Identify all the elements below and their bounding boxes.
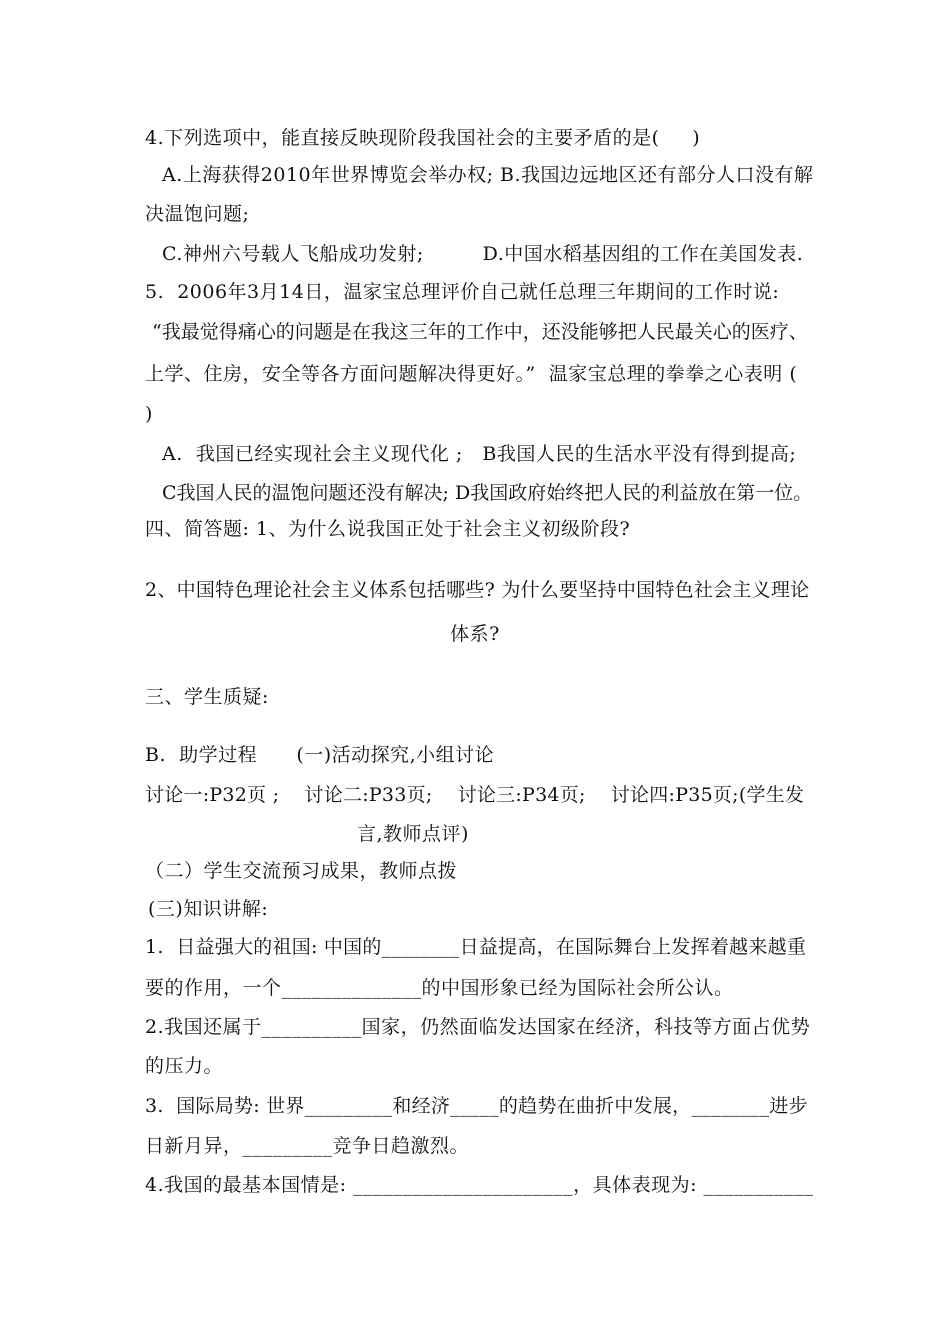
fill-blank-2-cont: 的压力。: [145, 1055, 224, 1077]
question-5-stem: 5. 2006年3月14日，温家宝总理评价自己就任总理三年期间的工作时说:: [145, 281, 780, 303]
question-4-options-ab: A.上海获得2010年世界博览会举办权; B.我国边远地区还有部分人口没有解: [162, 164, 814, 186]
question-4-stem: 4.下列选项中，能直接反映现阶段我国社会的主要矛盾的是( ): [145, 127, 701, 149]
question-5-paren: ): [145, 403, 153, 425]
question-5-options-ab: A. 我国已经实现社会主义现代化 ; B我国人民的生活水平没有得到提高;: [162, 443, 797, 465]
section-b-learning-process: B. 助学过程 (一)活动探究,小组讨论: [145, 744, 495, 766]
question-5-quote-cont: 上学、住房，安全等各方面问题解决得更好。” 温家宝总理的拳拳之心表明 (: [145, 363, 798, 385]
fill-blank-1-cont: 要的作用，一个______________的中国形象已经为国际社会所公认。: [145, 977, 734, 999]
subsection-2-exchange: （二）学生交流预习成果，教师点拨: [145, 860, 458, 882]
question-5-quote: “我最觉得痛心的问题是在我这三年的工作中，还没能够把人民最关心的医疗、: [152, 321, 808, 343]
discussion-list: 讨论一:P32页 ; 讨论二:P33页; 讨论三:P34页; 讨论四:P35页;(学生发: [145, 784, 805, 806]
section-4-short-answer: 四、简答题: 1、为什么说我国正处于社会主义初级阶段?: [145, 518, 631, 540]
fill-blank-1: 1. 日益强大的祖国: 中国的________日益提高，在国际舞台上发挥着越来越重: [145, 936, 807, 958]
question-5-options-cd: C我国人民的温饱问题还没有解决; D我国政府始终把人民的利益放在第一位。: [162, 482, 813, 504]
question-4-options-cd: C.神州六号载人飞船成功发射; D.中国水稻基因组的工作在美国发表.: [162, 243, 804, 265]
question-4-options-ab-cont: 决温饱问题;: [145, 203, 250, 225]
fill-blank-2: 2.我国还属于__________国家，仍然面临发达国家在经济，科技等方面占优势: [145, 1016, 811, 1038]
section-3-student-questions: 三、学生质疑:: [145, 686, 269, 708]
subsection-3-knowledge: (三)知识讲解:: [148, 898, 269, 920]
fill-blank-4: 4.我国的最基本国情是: ______________________，具体表现为: ___________: [145, 1174, 814, 1196]
fill-blank-3-cont: 日新月异，_________竞争日趋激烈。: [145, 1135, 470, 1157]
fill-blank-3: 3. 国际局势: 世界_________和经济_____的趋势在曲折中发展，________进步: [145, 1095, 808, 1117]
short-answer-2-cont: 体系?: [450, 623, 500, 645]
short-answer-2: 2、中国特色理论社会主义体系包括哪些? 为什么要坚持中国特色社会主义理论: [145, 579, 810, 601]
discussion-list-cont: 言,教师点评): [357, 823, 469, 845]
